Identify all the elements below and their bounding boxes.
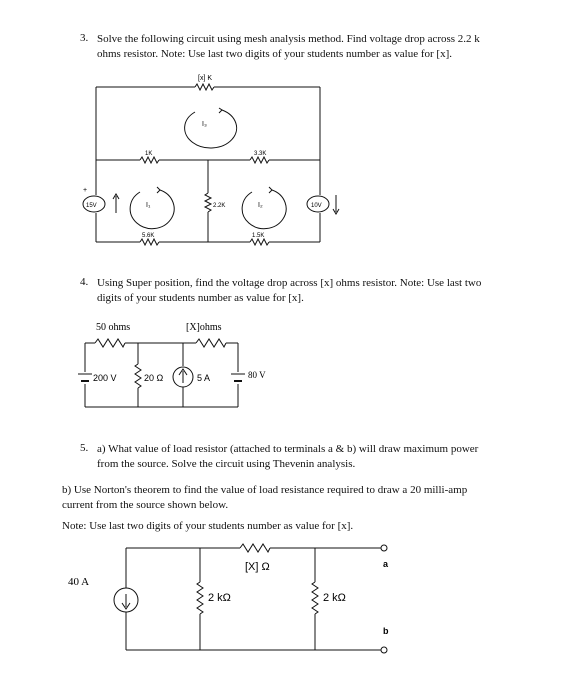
label-x-ohm: [X] Ω xyxy=(245,561,270,573)
label-200v: 200 V xyxy=(93,373,117,383)
label-terminal-a: a xyxy=(383,559,389,569)
resistor-3-3k xyxy=(250,157,269,163)
q3-line2: ohms resistor. Note: Use last two digits of your students number as value for [x]. xyxy=(97,48,453,60)
q5-line2: from the source. Solve the circuit using Thevenin analysis. xyxy=(97,458,356,470)
resistor-20-ohm xyxy=(135,364,141,388)
q4-line1: Using Super position, find the voltage drop across [x] ohms resistor. Note: Use last two xyxy=(97,277,482,289)
q5-line1: a) What value of load resistor (attached to terminals a & b) will draw maximum power xyxy=(97,443,479,455)
q5-number: 5. xyxy=(80,442,89,454)
label-20-ohm: 20 Ω xyxy=(144,373,164,383)
q4-number: 4. xyxy=(80,276,89,288)
label-40a: 40 A xyxy=(68,576,90,588)
resistor-2-2k xyxy=(205,193,211,212)
label-3-3k: 3.3K xyxy=(254,151,267,157)
resistor-x-ohms xyxy=(196,339,226,347)
label-1k: 1K xyxy=(145,151,153,157)
resistor-x-ohm xyxy=(240,544,270,552)
terminal-b xyxy=(381,647,387,653)
label-plus: + xyxy=(83,187,88,194)
label-1-5k: 1.5K xyxy=(252,233,265,239)
label-50-ohms: 50 ohms xyxy=(96,322,131,333)
label-i2: I₂ xyxy=(258,202,263,209)
label-x-ohms: [X]ohms xyxy=(186,322,222,333)
label-i1: I₁ xyxy=(146,202,151,209)
q5-note: Note: Use last two digits of your students number as value for [x]. xyxy=(62,520,354,532)
label-5a: 5 A xyxy=(197,373,211,383)
label-10v: 10V xyxy=(311,203,322,209)
label-15v: 15V xyxy=(86,203,97,209)
resistor-x-k xyxy=(195,84,214,90)
label-i3: I₃ xyxy=(202,121,207,128)
resistor-1k xyxy=(140,157,159,163)
q3-line1: Solve the following circuit using mesh analysis method. Find voltage drop across 2.2 k xyxy=(97,33,480,45)
mesh-loop-i2 xyxy=(242,190,286,229)
label-2-2k: 2.2K xyxy=(213,203,226,209)
label-80v: 80 V xyxy=(248,370,266,380)
resistor-50-ohms xyxy=(95,339,125,347)
terminal-a xyxy=(381,545,387,551)
label-x-k: [x] K xyxy=(198,75,213,82)
q4-line2: digits of your students number as value for [x]. xyxy=(97,292,304,304)
q5-part-b-line2: current from the source shown below. xyxy=(62,499,229,511)
resistor-2k-right xyxy=(312,582,318,614)
q3-number: 3. xyxy=(80,32,89,44)
label-terminal-b: b xyxy=(383,626,389,636)
q5-part-b-line1: b) Use Norton's theorem to find the value of load resistance required to draw a 20 milli-amp xyxy=(62,484,468,496)
mesh-loop-i1 xyxy=(130,190,174,229)
label-2k-left: 2 kΩ xyxy=(208,592,231,604)
mesh-loop-i3 xyxy=(185,110,237,148)
label-2k-right: 2 kΩ xyxy=(323,592,346,604)
resistor-5-6k xyxy=(140,239,159,245)
resistor-2k-left xyxy=(197,582,203,614)
circuit-3 xyxy=(83,84,339,245)
label-5-6k: 5.6K xyxy=(142,233,155,239)
resistor-1-5k xyxy=(250,239,269,245)
